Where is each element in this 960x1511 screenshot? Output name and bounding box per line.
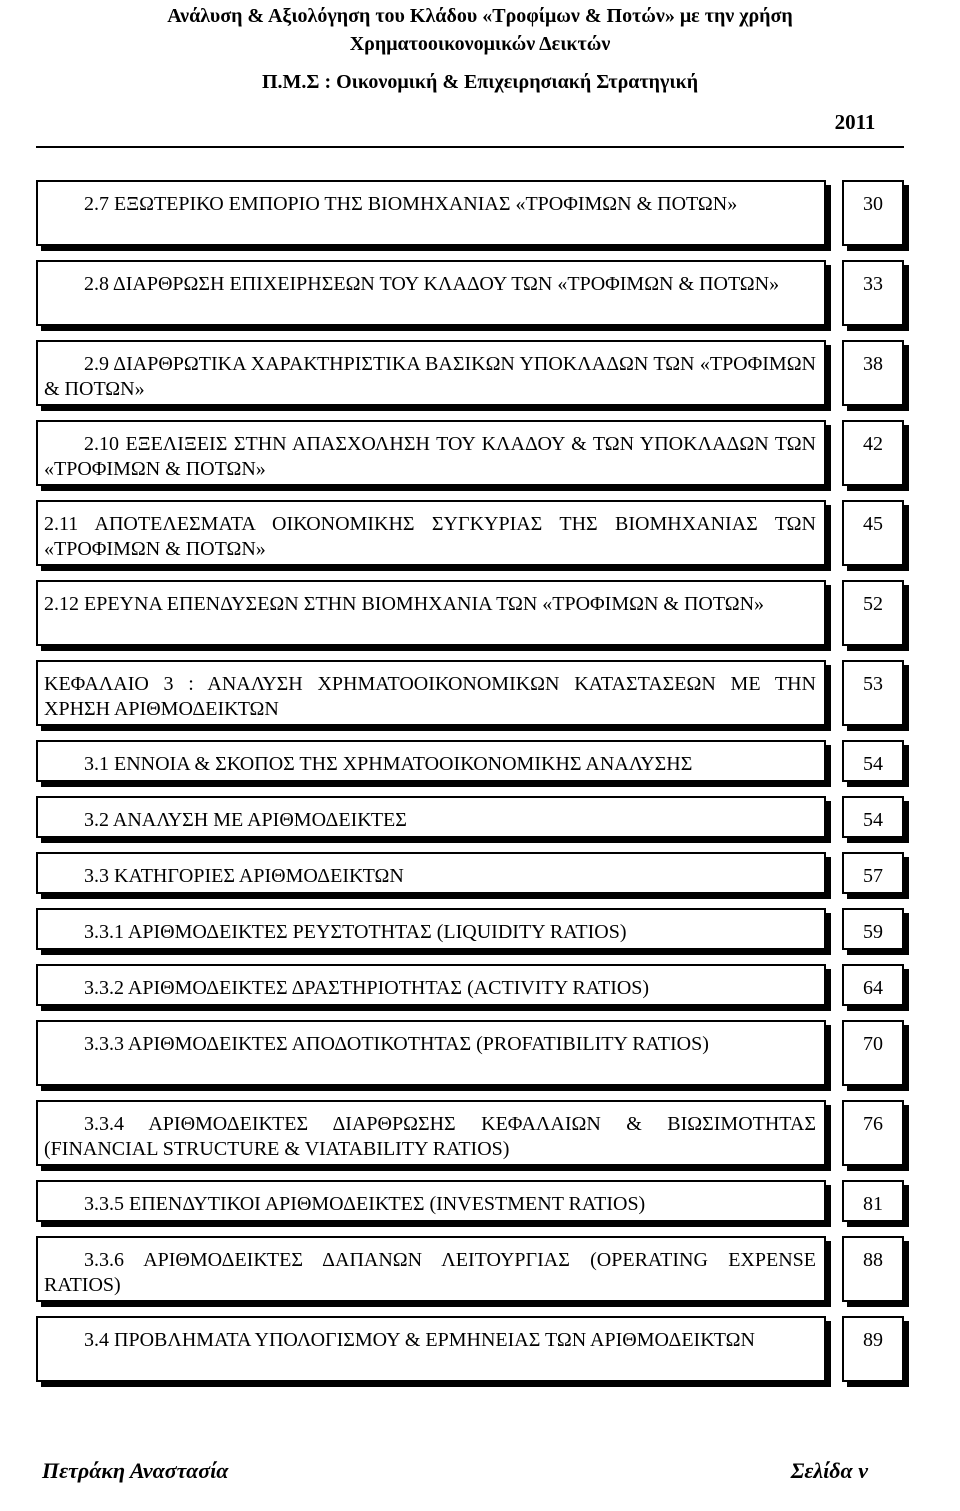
toc-entry — [36, 180, 904, 246]
toc-entry-title: 3.3.6 ΑΡΙΘΜΟΔΕΙΚΤΕΣ ΔΑΠΑΝΩΝ ΛΕΙΤΟΥΡΓΙΑΣ (OPERATING EXPENSE RATIOS) — [36, 1236, 826, 1302]
toc-entry-title: 2.9 ΔΙΑΡΘΡΩΤΙΚΑ ΧΑΡΑΚΤΗΡΙΣΤΙΚΑ ΒΑΣΙΚΩΝ ΥΠΟΚΛΑΔΩΝ ΤΩΝ «ΤΡΟΦΙΜΩΝ & ΠΟΤΩΝ» — [36, 340, 826, 406]
header-title-line-1: Ανάλυση & Αξιολόγηση του Κλάδου «Τροφίμων & Ποτών» με την χρήση — [167, 5, 793, 27]
toc-entry-title: 3.2 ΑΝΑΛΥΣΗ ΜΕ ΑΡΙΘΜΟΔΕΙΚΤΕΣ — [36, 796, 826, 838]
toc-entry-page: 53 — [842, 660, 904, 726]
toc-entry — [36, 340, 904, 406]
toc-entry-page: 54 — [842, 796, 904, 838]
toc-entry-page: 54 — [842, 740, 904, 782]
toc-entry-title: 3.1 ΕΝΝΟΙΑ & ΣΚΟΠΟΣ ΤΗΣ ΧΡΗΜΑΤΟΟΙΚΟΝΟΜΙΚΗΣ ΑΝΑΛΥΣΗΣ — [36, 740, 826, 782]
toc-entry-title: ΚΕΦΑΛΑΙΟ 3 : ΑΝΑΛΥΣΗ ΧΡΗΜΑΤΟΟΙΚΟΝΟΜΙΚΩΝ ΚΑΤΑΣΤΑΣΕΩΝ ΜΕ ΤΗΝ ΧΡΗΣΗ ΑΡΙΘΜΟΔΕΙΚΤΩΝ — [36, 660, 826, 726]
toc-entry-page: 88 — [842, 1236, 904, 1302]
toc-entry-title: 3.3.3 ΑΡΙΘΜΟΔΕΙΚΤΕΣ ΑΠΟΔΟΤΙΚΟΤΗΤΑΣ (PROFATIBILITY RATIOS) — [36, 1020, 826, 1086]
toc-entry — [36, 1100, 904, 1166]
toc-entry — [36, 796, 904, 838]
toc-entry-title: 3.3.5 ΕΠΕΝΔΥΤΙΚΟΙ ΑΡΙΘΜΟΔΕΙΚΤΕΣ (INVESTMENT RATIOS) — [36, 1180, 826, 1222]
toc-entry-page: 64 — [842, 964, 904, 1006]
toc-entry — [36, 1180, 904, 1222]
toc-entry — [36, 660, 904, 726]
toc-entry-page: 89 — [842, 1316, 904, 1382]
header-title-line-2: Χρηματοοικονομικών Δεικτών — [349, 33, 611, 55]
header-divider — [36, 146, 904, 148]
toc-entry-title: 2.7 ΕΞΩΤΕΡΙΚΟ ΕΜΠΟΡΙΟ ΤΗΣ ΒΙΟΜΗΧΑΝΙΑΣ «ΤΡΟΦΙΜΩΝ & ΠΟΤΩΝ» — [36, 180, 826, 246]
toc-entry-title: 2.11 ΑΠΟΤΕΛΕΣΜΑΤΑ ΟΙΚΟΝΟΜΙΚΗΣ ΣΥΓΚΥΡΙΑΣ ΤΗΣ ΒΙΟΜΗΧΑΝΙΑΣ ΤΩΝ «ΤΡΟΦΙΜΩΝ & ΠΟΤΩΝ» — [36, 500, 826, 566]
header-program: Π.Μ.Σ : Οικονομική & Επιχειρησιακή Στρατηγική — [261, 71, 699, 93]
toc-entry — [36, 500, 904, 566]
toc-entry-title: 3.4 ΠΡΟΒΛΗΜΑΤΑ ΥΠΟΛΟΓΙΣΜΟΥ & ΕΡΜΗΝΕΙΑΣ ΤΩΝ ΑΡΙΘΜΟΔΕΙΚΤΩΝ — [36, 1316, 826, 1382]
toc-entry-page: 30 — [842, 180, 904, 246]
toc-entry-page: 42 — [842, 420, 904, 486]
footer-author: Πετράκη Αναστασία — [42, 1458, 229, 1483]
toc-entry — [36, 580, 904, 646]
toc-entry — [36, 740, 904, 782]
toc-entry-page: 33 — [842, 260, 904, 326]
toc-entry-title: 2.8 ΔΙΑΡΘΡΩΣΗ ΕΠΙΧΕΙΡΗΣΕΩΝ ΤΟΥ ΚΛΑΔΟΥ ΤΩΝ «ΤΡΟΦΙΜΩΝ & ΠΟΤΩΝ» — [36, 260, 826, 326]
footer-page-number: Σελίδα ν — [790, 1458, 868, 1483]
toc-entry-title: 2.12 ΕΡΕΥΝΑ ΕΠΕΝΔΥΣΕΩΝ ΣΤΗΝ ΒΙΟΜΗΧΑΝΙΑ ΤΩΝ «ΤΡΟΦΙΜΩΝ & ΠΟΤΩΝ» — [36, 580, 826, 646]
toc-entry — [36, 260, 904, 326]
toc-entry — [36, 908, 904, 950]
toc-entry-page: 52 — [842, 580, 904, 646]
toc-entry-page: 38 — [842, 340, 904, 406]
toc-entry-page: 57 — [842, 852, 904, 894]
toc-entry-title: 3.3 ΚΑΤΗΓΟΡΙΕΣ ΑΡΙΘΜΟΔΕΙΚΤΩΝ — [36, 852, 826, 894]
toc-entry-title: 3.3.2 ΑΡΙΘΜΟΔΕΙΚΤΕΣ ΔΡΑΣΤΗΡΙΟΤΗΤΑΣ (ACTIVITY RATIOS) — [36, 964, 826, 1006]
toc-entry — [36, 1236, 904, 1302]
toc-entry-title: 2.10 ΕΞΕΛΙΞΕΙΣ ΣΤΗΝ ΑΠΑΣΧΟΛΗΣΗ ΤΟΥ ΚΛΑΔΟΥ & ΤΩΝ ΥΠΟΚΛΑΔΩΝ ΤΩΝ «ΤΡΟΦΙΜΩΝ & ΠΟΤΩΝ» — [36, 420, 826, 486]
toc-entry — [36, 852, 904, 894]
toc-entry — [36, 1020, 904, 1086]
table-of-contents — [36, 180, 904, 1396]
toc-entry-page: 81 — [842, 1180, 904, 1222]
toc-entry-page: 70 — [842, 1020, 904, 1086]
toc-entry-title: 3.3.4 ΑΡΙΘΜΟΔΕΙΚΤΕΣ ΔΙΑΡΘΡΩΣΗΣ ΚΕΦΑΛΑΙΩΝ & ΒΙΩΣΙΜΟΤΗΤΑΣ (FINANCIAL STRUCTURE & VIATABILITY RATIOS) — [36, 1100, 826, 1166]
toc-entry-page: 76 — [842, 1100, 904, 1166]
toc-entry-page: 59 — [842, 908, 904, 950]
header-year: 2011 — [834, 110, 876, 134]
toc-entry-page: 45 — [842, 500, 904, 566]
toc-entry-title: 3.3.1 ΑΡΙΘΜΟΔΕΙΚΤΕΣ ΡΕΥΣΤΟΤΗΤΑΣ (LIQUIDITY RATIOS) — [36, 908, 826, 950]
toc-entry — [36, 420, 904, 486]
toc-entry — [36, 964, 904, 1006]
toc-entry — [36, 1316, 904, 1382]
